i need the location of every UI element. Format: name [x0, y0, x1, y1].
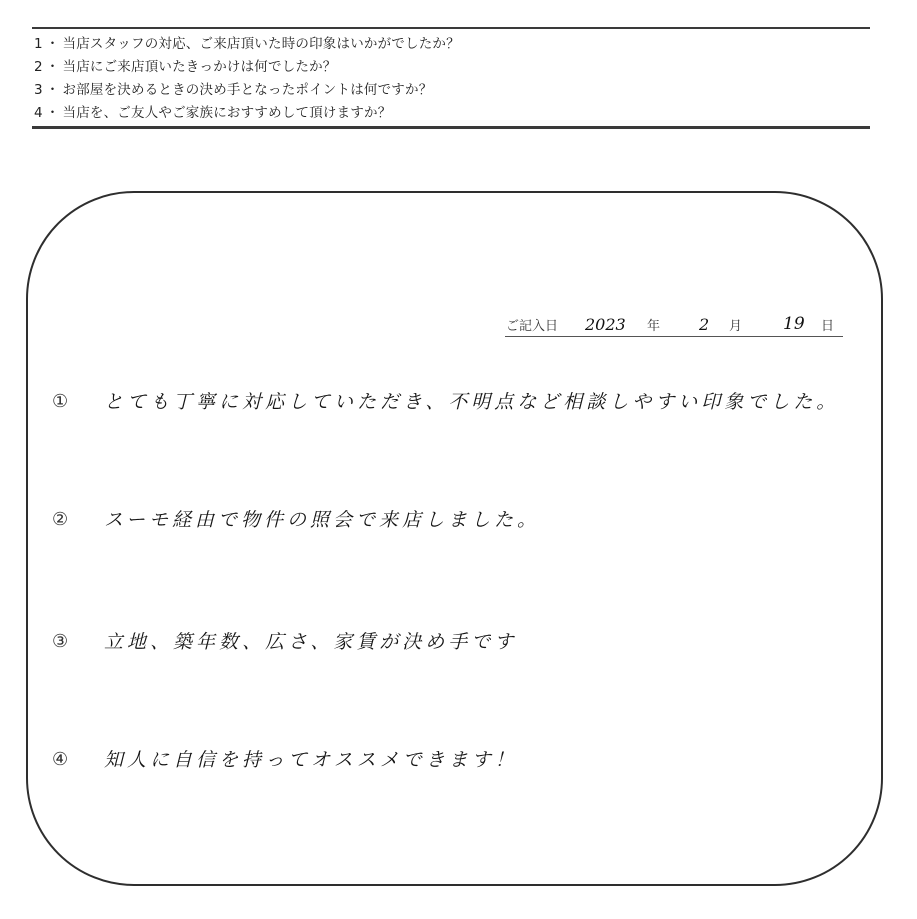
question-text: 当店スタッフの対応、ご来店頂いた時の印象はいかがでしたか？ [62, 36, 460, 52]
question-item-4 [34, 102, 460, 125]
answer-marker: ③ [52, 631, 69, 652]
question-number: 2 [34, 59, 43, 75]
date-year-unit: 年 [647, 319, 661, 334]
header-top-rule [32, 27, 870, 29]
question-text: 当店を、ご友人やご家族におすすめして頂けますか？ [62, 105, 392, 121]
entry-date-line [505, 314, 843, 337]
question-list [34, 33, 460, 125]
answer-marker: ② [52, 509, 69, 530]
question-number: 3 [34, 82, 43, 98]
question-separator: ・ [45, 82, 60, 98]
question-item-2 [34, 56, 460, 79]
answer-marker: ① [52, 391, 69, 412]
answer-text: 立地、築年数、広さ、家賃が決め手です [104, 631, 518, 653]
question-item-3 [34, 79, 460, 102]
question-text: 当店にご来店頂いたきっかけは何でしたか？ [62, 59, 337, 75]
answer-text: とても丁寧に対応していただき、不明点など相談しやすい印象でした。 [104, 391, 840, 413]
question-separator: ・ [45, 105, 60, 121]
date-day: 19 [783, 314, 805, 334]
answer-card [26, 191, 883, 886]
date-year: 2023 [585, 315, 626, 334]
header-bottom-rule [32, 126, 870, 129]
question-text: お部屋を決めるときの決め手となったポイントは何ですか？ [62, 82, 433, 98]
date-label: ご記入日 [506, 319, 559, 334]
answer-marker: ④ [52, 749, 69, 770]
questionnaire-header [32, 27, 870, 129]
answer-text: スーモ経由で物件の照会で来店しました。 [104, 509, 541, 531]
question-separator: ・ [45, 59, 60, 75]
date-month-unit: 月 [729, 319, 743, 334]
date-day-unit: 日 [821, 319, 835, 334]
question-number: 4 [34, 105, 43, 121]
question-item-1 [34, 33, 460, 56]
question-number: 1 [34, 36, 43, 52]
date-month: 2 [699, 315, 710, 334]
answer-text: 知人に自信を持ってオススメできます！ [104, 749, 518, 771]
question-separator: ・ [45, 36, 60, 52]
